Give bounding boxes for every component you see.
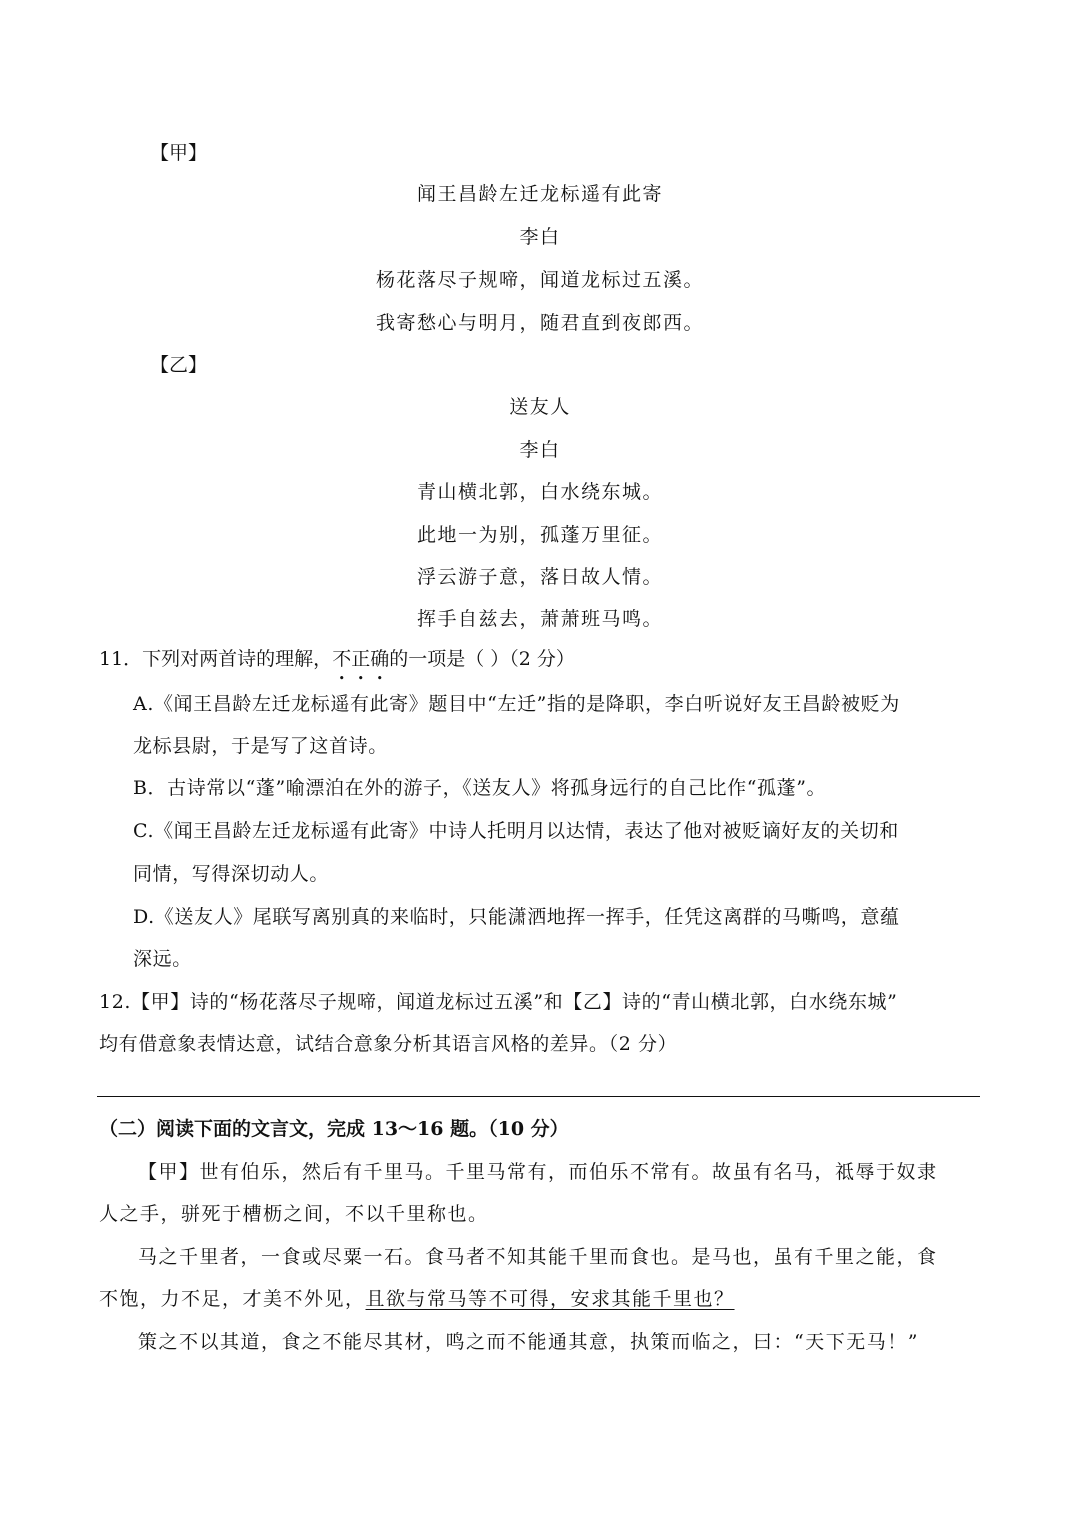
option-b-line-1: B．古诗常以“蓬”喻漂泊在外的游子，《送友人》将孤身远行的自己比作“孤蓬”。: [133, 777, 827, 799]
poem-b-line-2: 此地一为别，孤蓬万里征。: [416, 524, 663, 546]
question-12-line-1: 12.【甲】诗的“杨花落尽子规啼，闻道龙标过五溪”和【乙】诗的“青山横北郭，白水绕东城”: [99, 991, 898, 1013]
poem-b-line-4: 挥手自兹去，萧萧班马鸣。: [416, 608, 663, 630]
emphasis-char: 确: [370, 648, 390, 670]
poem-a-marker: 【甲】: [150, 142, 208, 164]
poem-b-marker: 【乙】: [150, 354, 208, 376]
poem-b-title: 送友人: [509, 396, 571, 418]
question-11-stem: [99, 646, 575, 672]
option-c-line-2: 同情，写得深切动人。: [133, 863, 330, 885]
answer-line: [97, 1096, 980, 1097]
poem-a-line-2: 我寄愁心与明月，随君直到夜郎西。: [375, 312, 704, 334]
poem-b-author: 李白: [519, 439, 561, 461]
question-12-line-2: 均有借意象表情达意，试结合意象分析其语言风格的差异。（2 分）: [99, 1033, 678, 1055]
passage-p1-line-2: 人之手，骈死于槽枥之间，不以千里称也。: [99, 1203, 489, 1225]
passage-p2-line-1: 马之千里者，一食或尽粟一石。食马者不知其能千里而食也。是马也，虽有千里之能，食: [138, 1246, 938, 1268]
passage-p2-line-2: [99, 1286, 735, 1312]
section-2-heading: （二）阅读下面的文言文，完成 13～16 题。（10 分）: [99, 1118, 569, 1140]
question-11-prefix: 11．下列对两首诗的理解，: [99, 648, 333, 670]
emphasis-char: 正: [351, 648, 371, 670]
poem-b-line-3: 浮云游子意，落日故人情。: [416, 566, 663, 588]
poem-b-line-1: 青山横北郭，白水绕东城。: [416, 481, 663, 503]
option-a-line-2: 龙标县尉，于是写了这首诗。: [133, 735, 388, 757]
poem-a-title: 闻王昌龄左迁龙标遥有此寄: [416, 183, 663, 205]
poem-a-line-1: 杨花落尽子规啼，闻道龙标过五溪。: [375, 269, 704, 291]
passage-p3-line-1: 策之不以其道，食之不能尽其材，鸣之而不能通其意，执策而临之，曰：“天下无马！”: [138, 1331, 919, 1353]
emphasis-char: 不: [332, 648, 352, 670]
option-d-line-2: 深远。: [133, 948, 192, 970]
poem-a-author: 李白: [519, 226, 561, 248]
underlined-sentence: 且欲与常马等不可得，安求其能千里也？: [365, 1288, 735, 1310]
option-a-line-1: A.《闻王昌龄左迁龙标遥有此寄》题目中“左迁”指的是降职，李白听说好友王昌龄被贬为: [133, 693, 900, 715]
passage-p2-plain: 不饱，力不足，才美不外见，: [99, 1288, 366, 1310]
option-d-line-1: D.《送友人》尾联写离别真的来临时，只能潇洒地挥一挥手，任凭这离群的马嘶鸣，意蕴: [133, 906, 900, 928]
question-11-suffix: 的一项是（ ）（2 分）: [389, 648, 575, 670]
passage-p1-line-1: 【甲】世有伯乐，然后有千里马。千里马常有，而伯乐不常有。故虽有名马，祗辱于奴隶: [138, 1161, 938, 1183]
option-c-line-1: C.《闻王昌龄左迁龙标遥有此寄》中诗人托明月以达情，表达了他对被贬谪好友的关切和: [133, 820, 899, 842]
